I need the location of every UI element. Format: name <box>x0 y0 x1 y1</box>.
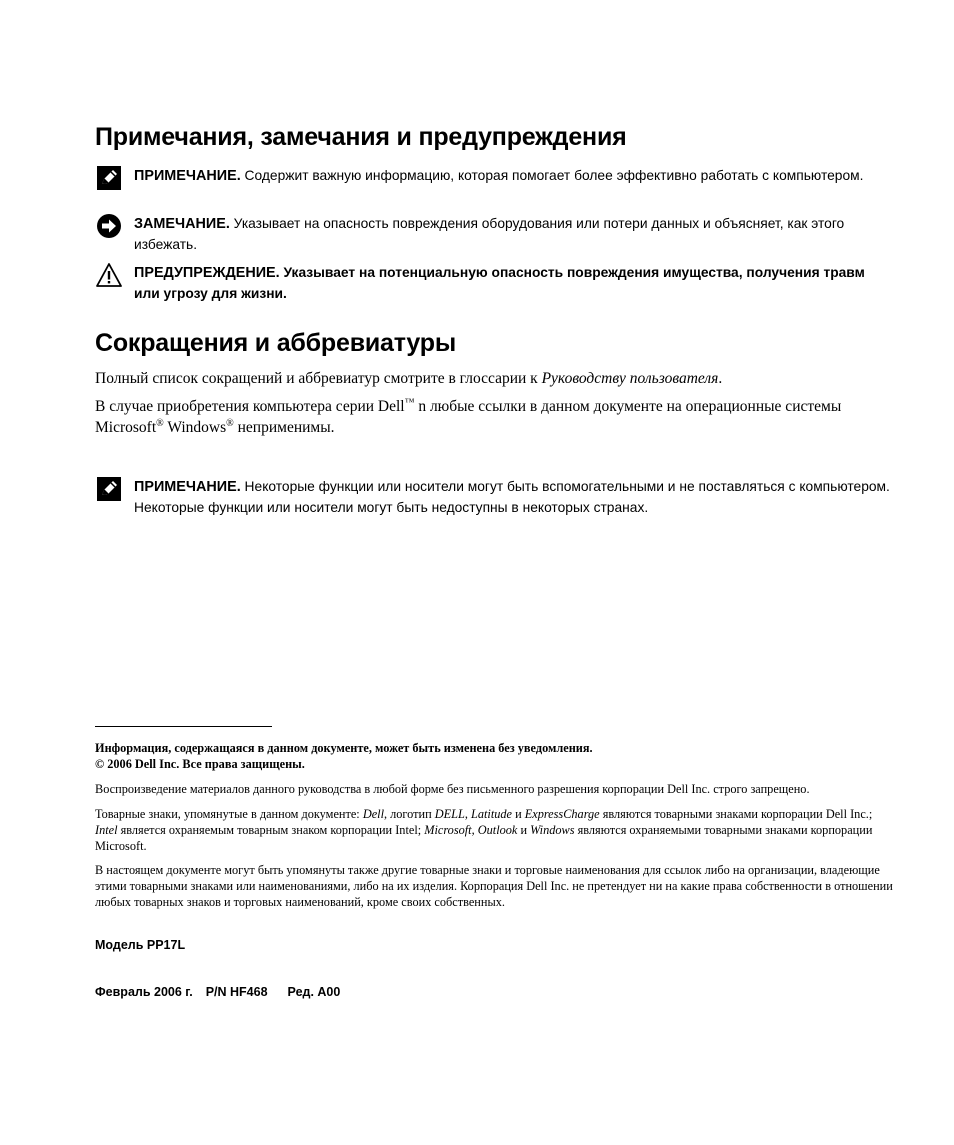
glossary-end: . <box>718 370 723 387</box>
note-text <box>134 166 894 187</box>
note-body-2: Некоторые функции или носители могут быть вспомогательными и не поставляться с компьютером. Некоторые функции или носители могут быть недоступны в некоторых странах. <box>134 479 890 515</box>
tm-latitude: Latitude <box>471 807 512 821</box>
note-pencil-icon <box>96 165 122 191</box>
tm-text: являются товарными знаками корпорации Dell Inc.; <box>599 807 873 821</box>
users-guide-reference: Руководству пользователя <box>541 370 719 387</box>
tm-text: , логотип <box>383 807 435 821</box>
model-number: Модель PP17L <box>95 938 186 952</box>
tm-dell: Dell <box>362 807 384 821</box>
revision: Ред. A00 <box>287 985 341 999</box>
glossary-paragraph <box>95 368 895 389</box>
trademark-symbol: ™ <box>404 397 415 408</box>
tm-intel: Intel <box>95 823 118 837</box>
trademarks-notice <box>95 806 895 854</box>
tm-dell-logo: DELL <box>434 807 465 821</box>
legal-change-notice: Информация, содержащаяся в данном документе, может быть изменена без уведомления. <box>95 741 593 755</box>
tm-text: являются охраняемыми товарными знаками корпорации Microsoft. <box>95 823 873 853</box>
tm-expresscharge: ExpressCharge <box>524 807 600 821</box>
tm-windows: Windows <box>530 823 575 837</box>
note-pencil-icon <box>96 476 122 502</box>
caution-body: Указывает на потенциальную опасность повреждения имущества, получения травм или угрозу для жизни. <box>134 265 865 301</box>
windows-text-c: Windows <box>163 419 227 436</box>
tm-microsoft: Microsoft, Outlook <box>424 823 518 837</box>
windows-text-d: неприменимы. <box>233 419 335 436</box>
reproduction-notice: Воспроизведение материалов данного руководства в любой форме без письменного разрешения корпорации Dell Inc. строго запрещено. <box>95 782 810 796</box>
note-label-2: ПРИМЕЧАНИЕ. <box>134 479 241 495</box>
tm-text: является охраняемым товарным знаком корпорации Intel; <box>117 823 425 837</box>
notice-label: ЗАМЕЧАНИЕ. <box>134 216 230 232</box>
notice-text <box>134 214 894 254</box>
windows-text-a: В случае приобретения компьютера серии Dell <box>95 398 405 415</box>
copyright: © 2006 Dell Inc. Все права защищены. <box>95 757 305 771</box>
glossary-text: Полный список сокращений и аббревиатур смотрите в глоссарии к <box>95 370 542 387</box>
caution-text <box>134 263 894 303</box>
windows-text-b: n любые ссылки в данном документе на операционные системы Microsoft <box>95 398 842 436</box>
tm-text: и <box>512 807 525 821</box>
section-heading-notes: Примечания, замечания и предупреждения <box>95 123 627 151</box>
part-number: P/N HF468 <box>205 985 268 999</box>
tm-text: , <box>464 807 471 821</box>
registered-symbol: ® <box>226 418 234 429</box>
notice-circle-arrow-icon <box>96 213 122 239</box>
note-text-2 <box>134 477 894 517</box>
windows-paragraph <box>95 396 895 438</box>
print-date: Февраль 2006 г. <box>95 985 193 999</box>
footnote-divider <box>95 726 272 727</box>
caution-label: ПРЕДУПРЕЖДЕНИЕ. <box>134 265 280 281</box>
registered-symbol: ® <box>156 418 164 429</box>
other-trademarks-notice: В настоящем документе могут быть упомянуты также другие товарные знаки и торговые наименования для ссылок либо на организации, владеющие этими товарными знаками или наименованиями, либо на их изделия. Корпорация Dell Inc. не претендует ни на какие права собственности в отношении любых товарных знаков и торговых наименований, кроме своих собственных. <box>95 863 893 909</box>
tm-text: и <box>517 823 531 837</box>
notice-body: Указывает на опасность повреждения оборудования или потери данных и объясняет, как этого избежать. <box>134 216 845 252</box>
tm-text: Товарные знаки, упомянутые в данном документе: <box>95 807 363 821</box>
note-body: Содержит важную информацию, которая помогает более эффективно работать с компьютером. <box>240 168 864 183</box>
print-info <box>95 984 340 1000</box>
note-label: ПРИМЕЧАНИЕ. <box>134 168 241 184</box>
warning-triangle-icon <box>96 262 122 288</box>
section-heading-abbreviations: Сокращения и аббревиатуры <box>95 329 456 357</box>
